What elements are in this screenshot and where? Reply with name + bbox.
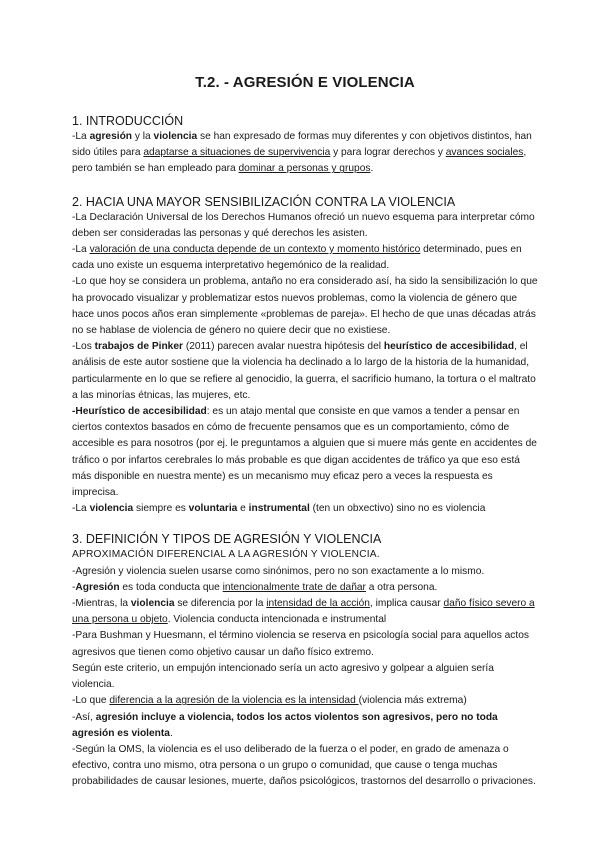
text-run: y la [132,131,154,142]
text-run: , implica causar [369,598,444,610]
bold-term: violencia [130,598,175,610]
section-3-subheading: APROXIMACIÓN DIFERENCIAL A LA AGRESIÓN Y VIOLENCIA. [72,549,380,561]
bold-term: instrumental [248,503,310,515]
section-3-paragraph-7 [72,710,538,742]
text-run: . [169,727,173,739]
text-run: (2011) parecen avalar nuestra hipótesis del [182,341,384,353]
text-run: , el análisis de este autor sostiene que la violencia ha declinado a lo largo de la historia de la humanidad, particularmente en lo que se refiere al genocidio, la guerra, el sacrificio humano, la tortura o el maltrato a las minorías étnicas, las mujeres, etc. [72,341,536,401]
text-run: -La [72,503,90,515]
text-run: e [237,503,249,515]
section-2-paragraph-2 [72,242,538,274]
bold-term: heurístico de accesibilidad [383,341,515,353]
bold-term: Agresión [75,581,120,593]
document-page [72,74,538,791]
underlined-phrase: dominar a personas y grupos [238,163,371,175]
section-2-paragraph-1: -La Declaración Universal de los Derechos Humanos ofreció un nuevo esquema para interpretar cómo deben ser consideradas las personas y qué derechos les asisten. [72,211,535,239]
text-run: (ten un obxectivo) sino no es violencia [309,503,486,515]
text-run: se han expresado de formas muy diferentes y con objetivos distintos, han sido útiles para [72,131,532,159]
section-3-paragraph-5: Según este criterio, un empujón intencionado sería un acto agresivo y golpear a alguien sería violencia. [72,662,494,691]
section-2-heading: 2. HACIA UNA MAYOR SENSIBILIZACIÓN CONTRA LA VIOLENCIA [72,194,456,209]
text-run: -Lo que [72,695,110,707]
underlined-phrase: daño físico severo a una persona u objeto [72,598,535,626]
text-run: determinado, pues en cada uno existe un esquema interpretativo hegemónico de la realidad. [72,244,522,272]
text-run: -Así, [72,711,96,723]
bold-term: agresión [89,131,133,142]
underlined-phrase: diferencia a la agresión de la violencia es la intensidad [109,695,359,707]
section-2-paragraph-4 [72,339,538,404]
section-3-paragraph-8: -Según la OMS, la violencia es el uso deliberado de la fuerza o el poder, en grado de amenaza o efectivo, contra uno mismo, otra persona o un grupo o comunidad, que cause o tenga muchas probabilidades de causar lesiones, muerte, daños psicológicos, trastornos del desarrollo o privaciones. [72,743,536,788]
text-run: -La [72,131,90,142]
section-1-heading: 1. INTRODUCCIÓN [72,114,184,128]
text-run: - [72,581,76,593]
text-run: y para lograr derechos y [330,147,446,159]
underlined-phrase: valoración de una conducta depende de un contexto y momento histórico [89,244,421,256]
text-run: : es un atajo mental que consiste en que vamos a tender a pensar en ciertos contextos basados en cómo de frecuente pensamos que es un comportamiento, cómo de accesible es para nosotros (por ej. le preguntamos a alguien que si muere más gente en accidentes de tráfico o por infartos cerebrales lo más probable es que digan accidentes de tráfico ya que eso está más disponible en nuestra mente) es un mecanismo muy eficaz pero a veces la respuesta es imprecisa. [72,406,537,499]
underlined-phrase: avances sociales [445,147,524,159]
bold-term: agresión incluye a violencia, todos los actos violentos son agresivos, pero no toda agresión es violenta [72,711,498,739]
section-3-paragraph-1: -Agresión y violencia suelen usarse como sinónimos, pero no son exactamente a lo mismo. [72,565,485,577]
bold-term: trabajos de Pinker [94,341,183,353]
text-run: se diferencia por la [174,598,267,610]
underlined-phrase: intencionalmente trate de dañar [222,581,366,593]
text-run: (violencia más extrema) [358,695,467,707]
bold-term: -Heurístico de accesibilidad [72,406,207,418]
bold-term: violencia [89,503,134,515]
section-3-paragraph-2 [72,580,538,596]
text-run: siempre es [133,503,189,515]
underlined-phrase: intensidad de la acción [266,598,370,610]
underlined-phrase: adaptarse a situaciones de supervivencia [143,147,331,159]
text-run: , pero también se han empleado para [72,147,527,175]
section-2-paragraph-6 [72,501,538,517]
section-2-paragraph-3: -Lo que hoy se considera un problema, antaño no era considerado así, ha sido la sensibilización lo que ha provocado visualizar y problematizar estos nuevos problemas, como la violencia de género que hace unos pocos años eran simplemente «problemas de pareja». El hecho de que unas décadas atrás no se hablase de violencia de género no quiere decir que no existiese. [72,276,538,337]
text-run: -Mientras, la [72,598,131,610]
section-1-paragraph [72,129,538,178]
bold-term: violencia [153,131,198,142]
section-3-paragraph-4: -Para Bushman y Huesmann, el término violencia se reserva en psicología social para aquellos actos agresivos que tienen como objetivo causar un daño físico extremo. [72,630,529,658]
section-3-heading: 3. DEFINICIÓN Y TIPOS DE AGRESIÓN Y VIOLENCIA [72,532,382,547]
text-run: -La [72,244,90,256]
text-run: . Violencia conducta intencionada e instrumental [167,614,387,626]
bold-term: voluntaria [188,503,238,515]
document-title: T.2. - AGRESIÓN E VIOLENCIA [195,74,415,91]
text-run: . [370,163,374,175]
section-3-paragraph-3 [72,596,538,628]
text-run: a otra persona. [365,581,438,593]
section-2-paragraph-5 [72,404,538,501]
text-run: -Los [72,341,95,353]
section-3-paragraph-6 [72,693,538,709]
text-run: es toda conducta que [119,581,223,593]
